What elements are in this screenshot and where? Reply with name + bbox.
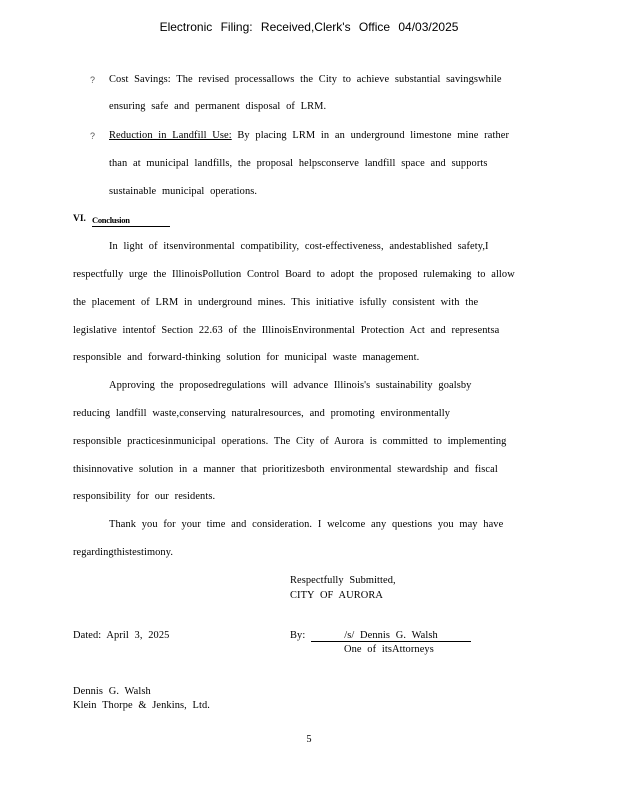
- paragraph-2-line-5: responsibility for our residents.: [73, 491, 216, 502]
- paragraph-2-line-3: responsible practicesinmunicipal operations. The City of Aurora is committed to implementing: [73, 436, 507, 447]
- paragraph-1-line-2: respectfully urge the IllinoisPollution Control Board to adopt the proposed rulemaking to allow: [73, 269, 515, 280]
- bullet-2-line-1-text: By placing LRM in an underground limestone mine rather: [231, 130, 510, 141]
- bullet-marker: ?: [90, 131, 96, 141]
- closing-line-2: CITY OF AURORA: [290, 590, 384, 601]
- signature: /s/ Dennis G. Walsh: [311, 630, 471, 642]
- bullet-2-heading: Reduction in Landfill Use:: [109, 130, 232, 141]
- section-number: VI.: [73, 214, 86, 224]
- paragraph-1-line-3: the placement of LRM in underground mines. This initiative isfully consistent with the: [73, 297, 479, 308]
- paragraph-3-line-2: regardingthistestimony.: [73, 547, 174, 558]
- paragraph-2-line-4: thisinnovative solution in a manner that prioritizesboth environmental stewardship and fiscal: [73, 464, 498, 475]
- paragraph-1-line-1: In light of itsenvironmental compatibility, cost-effectiveness, andestablished safety,I: [109, 241, 489, 252]
- bullet-1-line-2: ensuring safe and permanent disposal of LRM.: [109, 101, 327, 112]
- bullet-2-line-2: than at municipal landfills, the proposal helpsconserve landfill space and supports: [109, 158, 488, 169]
- attorney-name: Dennis G. Walsh: [73, 686, 151, 697]
- signature-line: [311, 630, 471, 642]
- attorney-firm: Klein Thorpe & Jenkins, Ltd.: [73, 700, 210, 711]
- paragraph-2-line-1: Approving the proposedregulations will advance Illinois's sustainability goalsby: [109, 380, 472, 391]
- paragraph-2-line-2: reducing landfill waste,conserving naturalresources, and promoting environmentally: [73, 408, 451, 419]
- by-label: By:: [290, 630, 306, 641]
- bullet-2-line-1: [109, 130, 509, 141]
- signature-role: One of itsAttorneys: [344, 644, 434, 655]
- closing-line-1: Respectfully Submitted,: [290, 575, 396, 586]
- section-title: Conclusion: [92, 215, 170, 227]
- bullet-1-line-1: Cost Savings: The revised processallows the City to achieve substantial savingswhile: [109, 74, 502, 85]
- date-line: Dated: April 3, 2025: [73, 630, 170, 641]
- paragraph-1-line-4: legislative intentof Section 22.63 of the IllinoisEnvironmental Protection Act and representsa: [73, 325, 500, 336]
- page-number: 5: [306, 734, 312, 745]
- paragraph-1-line-5: responsible and forward-thinking solution for municipal waste management.: [73, 352, 420, 363]
- filing-header: Electronic Filing: Received,Clerk's Office 04/03/2025: [159, 20, 459, 34]
- paragraph-3-line-1: Thank you for your time and consideration. I welcome any questions you may have: [109, 519, 504, 530]
- bullet-2-line-3: sustainable municipal operations.: [109, 186, 258, 197]
- bullet-marker: ?: [90, 75, 96, 85]
